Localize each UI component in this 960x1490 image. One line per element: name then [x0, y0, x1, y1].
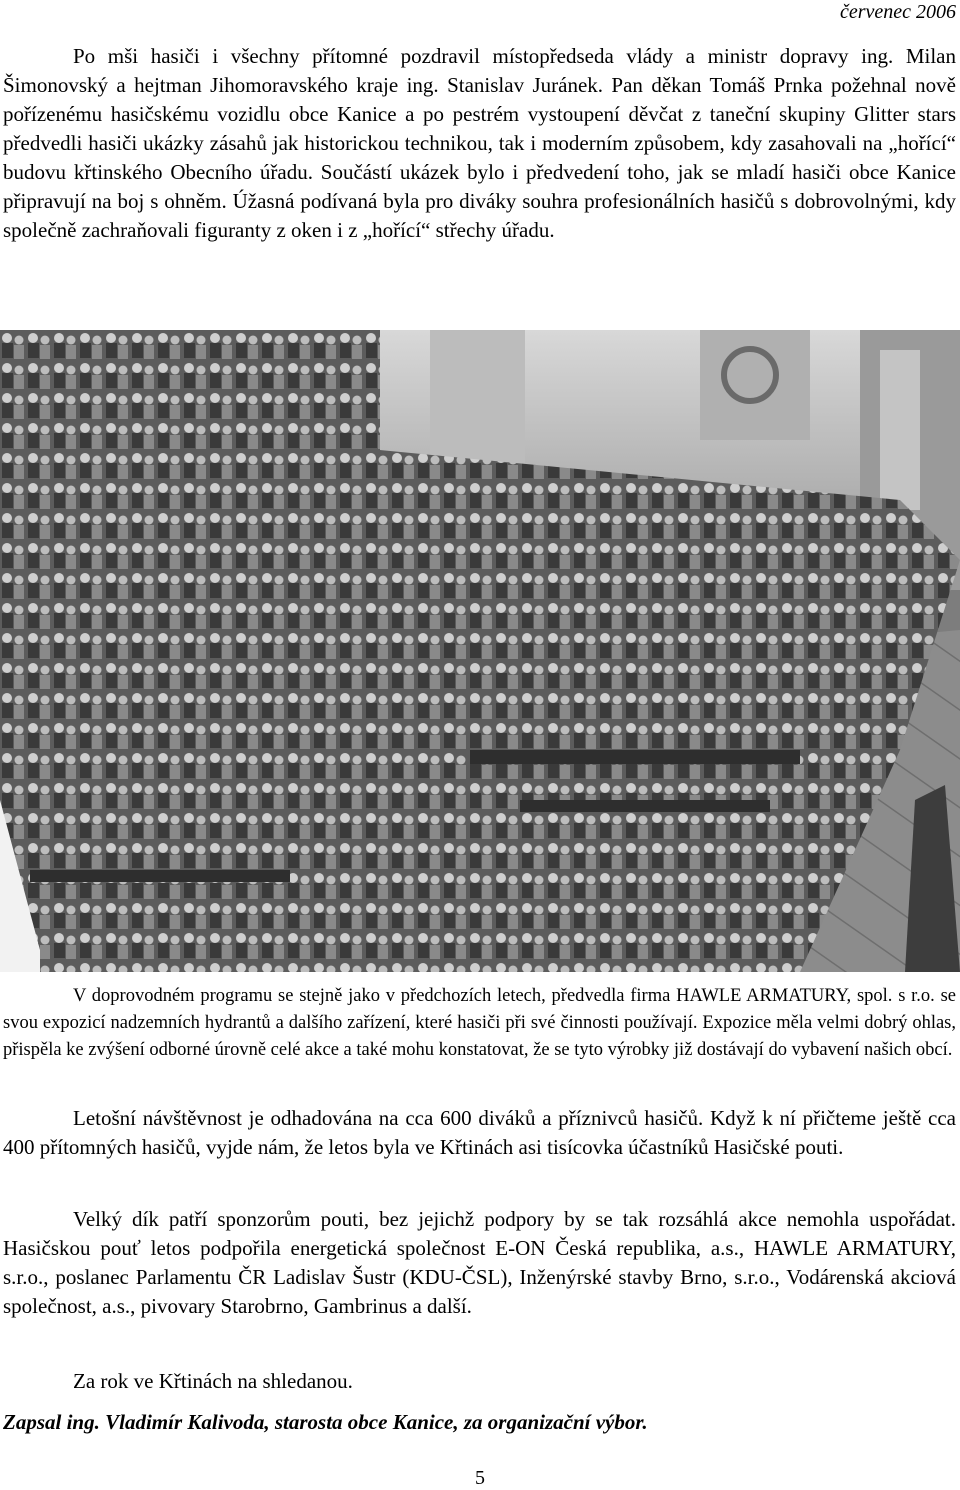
church-crowd-photo — [0, 330, 960, 972]
paragraph-farewell: Za rok ve Křtinách na shledanou. — [73, 1369, 353, 1393]
paragraph-exhibition: V doprovodném programu se stejně jako v předchozích letech, předvedla firma HAWLE ARMATURY, spol. s r.o. se svou expozicí nadzemních hydrantů a dalšího zařízení, které hasiči při své činnosti používají. Expozice měla velmi dobrý ohlas, přispěla ke zvýšení odborné úrovně celé akce a také mohu konstatovat, že se tyto výrobky již dostávají do vybavení našich obcí. — [3, 986, 956, 1060]
paragraph-sponsors: Velký dík patří sponzorům pouti, bez jejichž podpory by se tak rozsáhlá akce nemohla uspořádat. Hasičskou pouť letos podpořila energetická společnost E-ON Česká republika, a.s., HAWLE ARMATURY, s.r.o., poslanec Parlamentu ČR Ladislav Šustr (KDU-ČSL), Inženýrské stavby Brno, s.r.o., Vodárenská akciová společnost, a.s., pivovary Starobrno, Gambrinus a další. — [3, 1207, 956, 1318]
signature-line: Zapsal ing. Vladimír Kalivoda, starosta obce Kanice, za organizační výbor. — [3, 1410, 648, 1434]
paragraph-attendance: Letošní návštěvnost je odhadována na cca 600 diváků a příznivců hasičů. Když k ní přičteme ještě cca 400 přítomných hasičů, vyjde nám, že letos byla ve Křtinách asi tisícovka účastníků Hasičské pouti. — [3, 1106, 956, 1159]
paragraph-ceremony: Po mši hasiči i všechny přítomné pozdravil místopředseda vlády a ministr dopravy ing. Milan Šimonovský a hejtman Jihomoravského kraje ing. Stanislav Juránek. Pan děkan Tomáš Prnka požehnal nově pořízenému hasičskému vozidlu obce Kanice a po pestrém vystoupení děvčat z taneční skupiny Glitter stars předvedli hasiči ukázky zásahů jak historickou technikou, tak i moderním způsobem, kdy zasahovali na „hořící“ budovu křtinského Obecního úřadu. Součástí ukázek bylo i předvedení toho, jak se mladí hasiči obce Kanice připravují na boj s ohněm. Úžasná podívaná byla pro diváky souhra profesionálních hasičů s dobrovolnými, kdy společně zachraňovali figuranty z oken i z „hořící“ střechy úřadu. — [3, 44, 956, 242]
header-date: červenec 2006 — [839, 1, 956, 23]
page-number: 5 — [475, 1467, 485, 1489]
